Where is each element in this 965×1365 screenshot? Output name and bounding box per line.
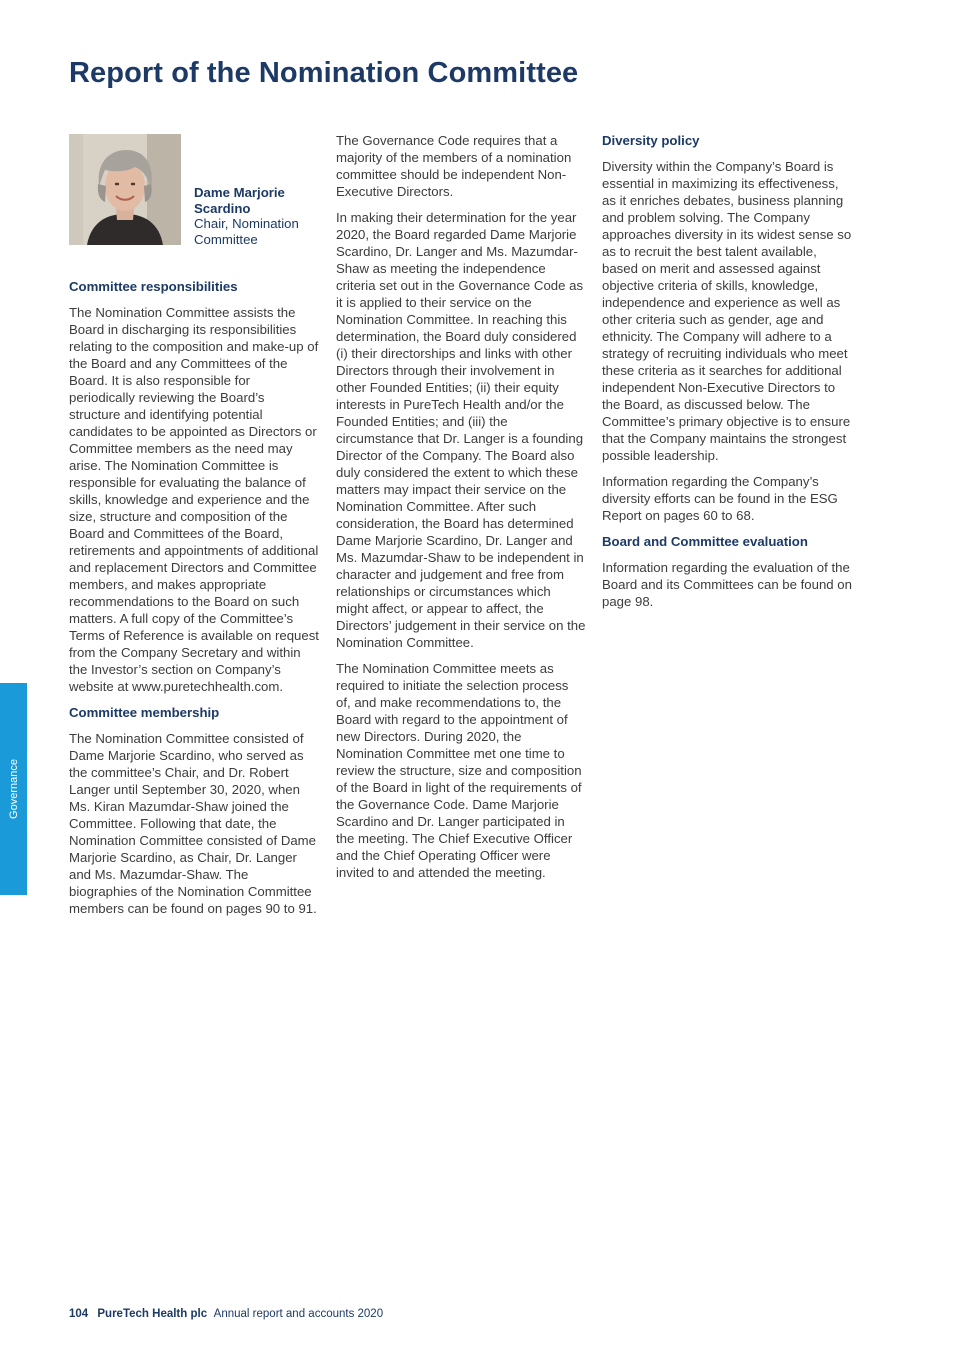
column-left [69,134,319,926]
diversity-efforts-text: Information regarding the Company’s diversity efforts can be found in the ESG Report on pages 60 to 68. [602,474,838,523]
section-side-tab [0,683,27,895]
committee-responsibilities-heading: Committee responsibilities [69,279,238,294]
section-side-tab-label: Governance [7,759,20,819]
board-evaluation-text: Information regarding the evaluation of the Board and its Committees can be found on page 98. [602,560,852,609]
diversity-policy-text: Diversity within the Company’s Board is essential in maximizing its effectiveness, as it enriches debates, business planning and problem solving. The Company approaches diversity in its widest sense so as to recruit the best talent available, based on merit and assessed against objective criteria of skills, knowledge, independence and experience as well as other criteria such as gender, age and ethnicity. The Company will adhere to a strategy of recruiting individuals who meet these criteria as it searches for additional independent Non-Executive Directors to the Board, as discussed below. The Committee’s primary objective is to ensure that the Company maintains the strongest possible leadership. [602,159,852,463]
column-middle [336,132,586,890]
governance-code-paragraph: The Governance Code requires that a majority of the members of a nomination committee should be independent Non-Executive Directors. [336,133,572,199]
page-footer [69,1308,383,1320]
chair-portrait-photo [69,134,181,245]
profile-block [69,134,319,245]
independence-determination-paragraph: In making their determination for the year 2020, the Board regarded Dame Marjorie Scardino, Dr. Langer and Ms. Mazumdar-Shaw as meeting the independence criteria set out in the Governance Code as it is applied to their service on the Nomination Committee. In reaching this determination, the Board duly considered (i) their directorships and links with other Directors through their involvement in other Founded Entities; (ii) their equity interests in PureTech Health and/or the Founded Entities; and (iii) the circumstance that Dr. Langer is a founding Director of the Company. The Board also duly considered the extent to which these matters may impact their service on the Nomination Committee. After such consideration, the Board has determined Dame Marjorie Scardino, Dr. Langer and Ms. Mazumdar-Shaw to be independent in character and judgement and free from relationships or circumstances which might affect, or appear to affect, the Directors’ judgement in their service on the Nomination Committee. [336,210,586,650]
committee-meetings-paragraph: The Nomination Committee meets as required to initiate the selection process of, and make recommendations to, the Board with regard to the appointment of new Directors. During 2020, the Nomination Committee met one time to review the structure, size and composition of the Board in light of the requirements of the Governance Code. Dame Marjorie Scardino and Dr. Langer participated in the meeting. The Chief Executive Officer and the Chief Operating Officer were invited to and attended the meeting. [336,661,582,880]
chair-role: Chair, Nomination Committee [194,216,299,247]
column-right [602,132,854,619]
diversity-policy-heading: Diversity policy [602,133,700,148]
footer-company: PureTech Health plc [97,1308,208,1320]
committee-membership-text: The Nomination Committee consisted of Dame Marjorie Scardino, who served as the committee’s Chair, and Dr. Robert Langer until September 30, 2020, when Ms. Kiran Mazumdar-Shaw joined the Committee. Following that date, the Nomination Committee consisted of Dame Marjorie Scardino, as Chair, Dr. Langer and Ms. Mazumdar-Shaw. The biographies of the Nomination Committee members can be found on pages 90 to 91. [69,731,317,916]
committee-membership-heading: Committee membership [69,705,220,720]
footer-report-title: Annual report and accounts 2020 [213,1308,384,1320]
page-title: Report of the Nomination Committee [69,57,579,90]
page-number: 104 [69,1308,89,1320]
portrait-illustration [69,134,181,245]
board-evaluation-heading: Board and Committee evaluation [602,534,808,549]
chair-name: Dame Marjorie Scardino [194,185,285,216]
committee-responsibilities-text: The Nomination Committee assists the Board in discharging its responsibilities relating to the composition and make-up of the Board and any Committees of the Board. It is also responsible for periodically reviewing the Board’s structure and identifying potential candidates to be appointed as Directors or Committee members as the need may arise. The Nomination Committee is responsible for evaluating the balance of skills, knowledge and experience and the size, structure and composition of the Board and Committees of the Board, retirements and appointments of additional and replacement Directors and Committee members, and makes appropriate recommendations to the Board on such matters. A full copy of the Committee’s Terms of Reference is available on request from the Company Secretary and within the Investor’s section on Company’s website at www.puretechhealth.com. [69,305,319,694]
profile-caption [194,185,324,247]
